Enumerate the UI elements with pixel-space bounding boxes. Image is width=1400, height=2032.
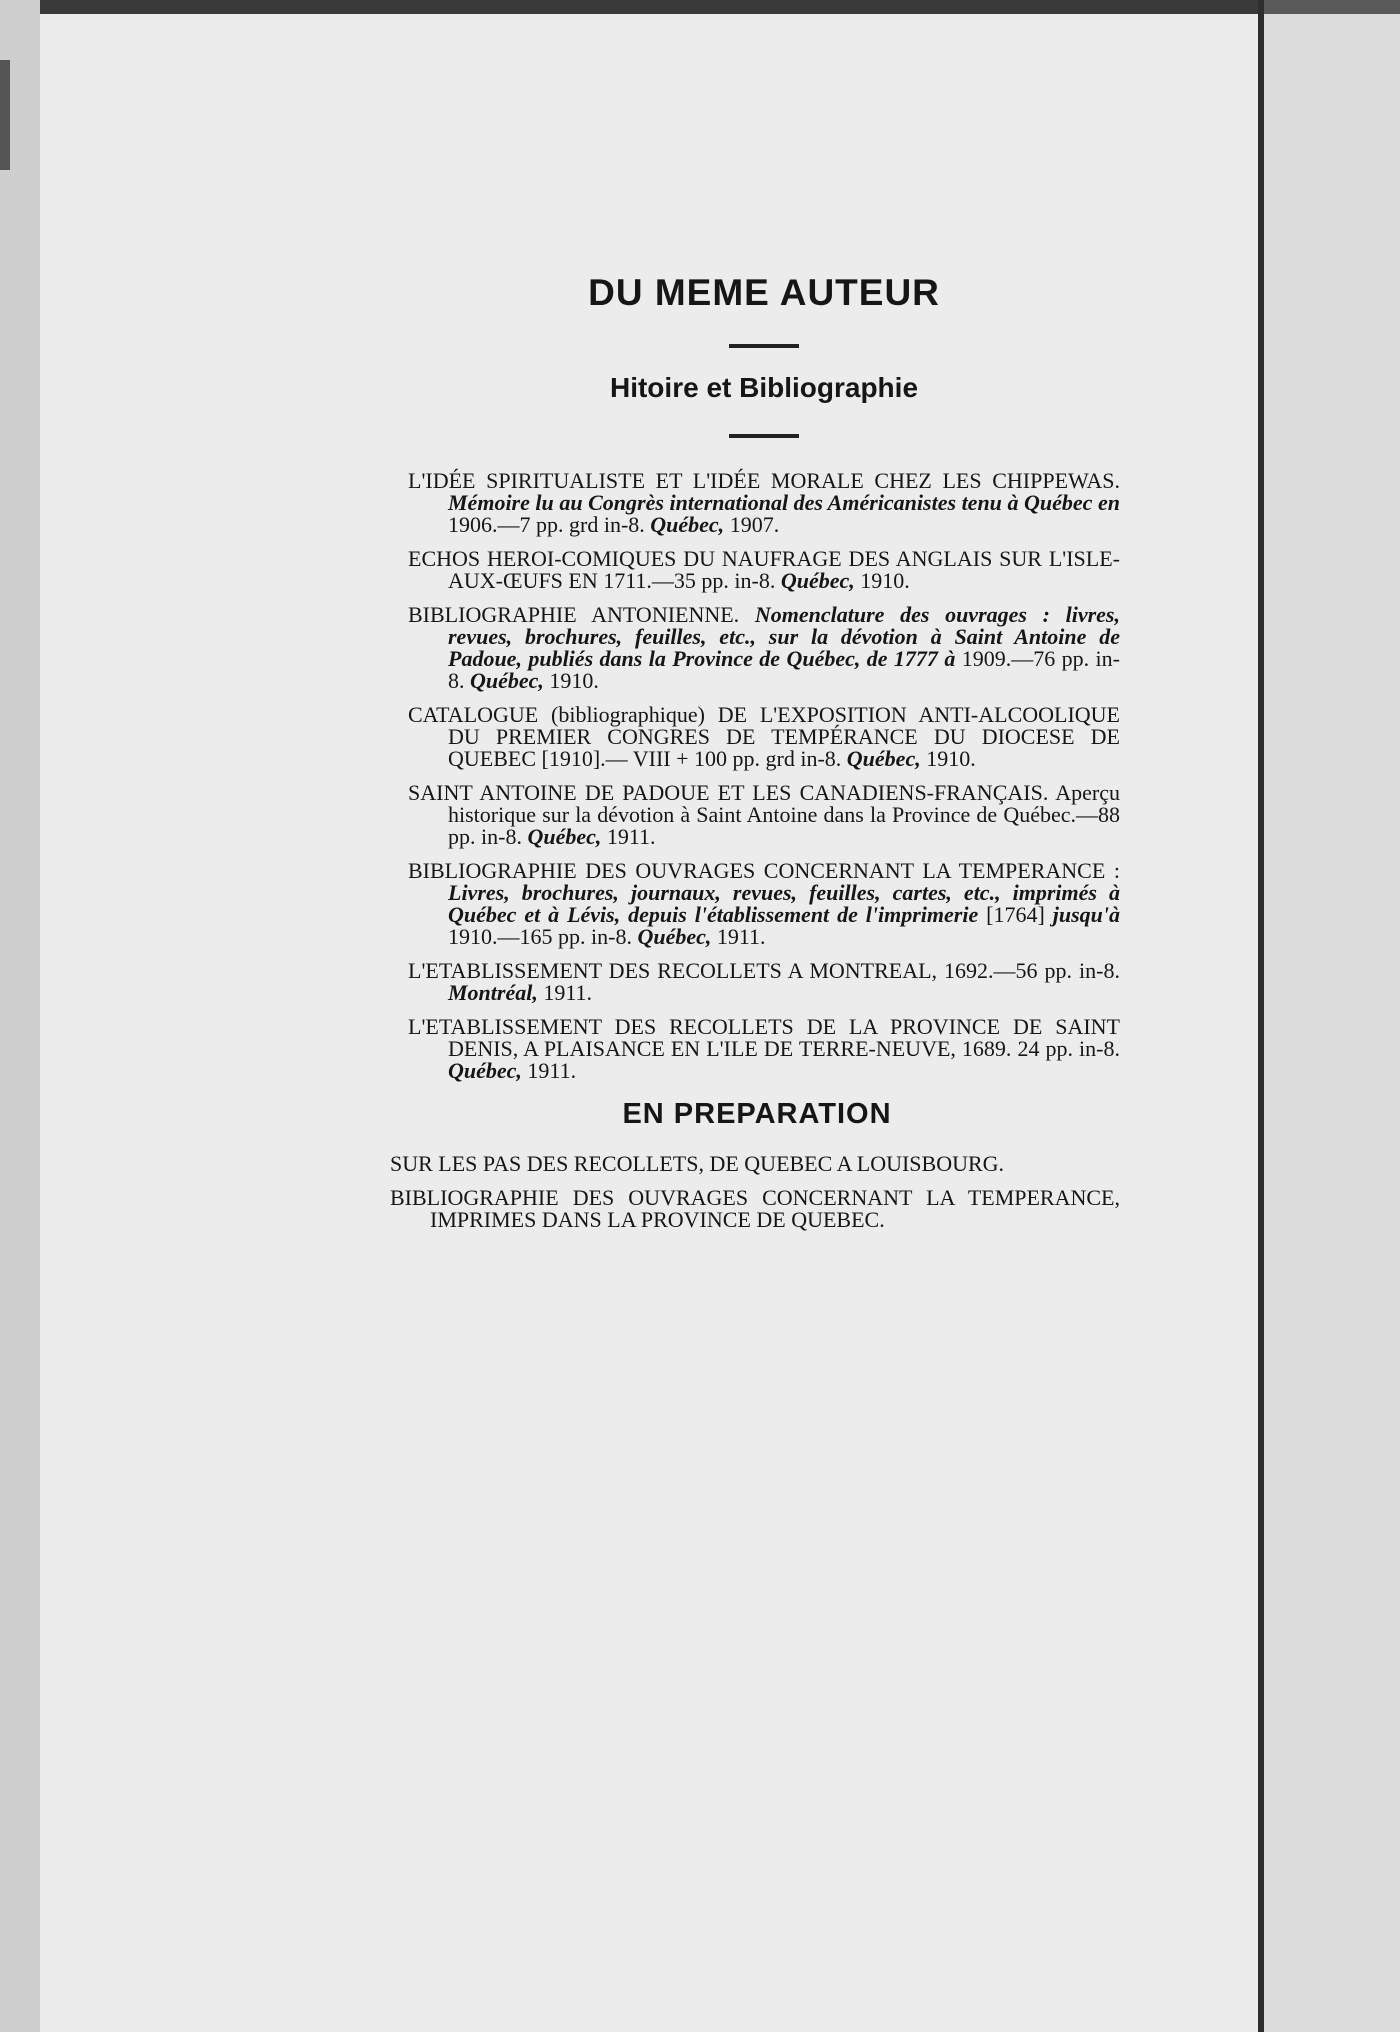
bibliography-entry: L'IDÉE SPIRITUALISTE ET L'IDÉE MORALE CHEZ LES CHIPPEWAS. Mémoire lu au Congrès international des Américanistes tenu à Québec en 1906.—7 pp. grd in-8. Québec, 1907. bbox=[408, 468, 1120, 537]
preparation-list bbox=[380, 1153, 1120, 1231]
bibliography-entry: L'ETABLISSEMENT DES RECOLLETS A MONTREAL, 1692.—56 pp. in-8. Montréal, 1911. bbox=[408, 958, 1120, 1005]
bibliography-list bbox=[380, 470, 1120, 1082]
section-title: Hitoire et Bibliographie bbox=[609, 372, 919, 403]
bibliography-entry: ECHOS HEROI-COMIQUES DU NAUFRAGE DES ANGLAIS SUR L'ISLE-AUX-ŒUFS EN 1711.—35 pp. in-8. Québec, 1910. bbox=[408, 546, 1120, 593]
section-rule bbox=[729, 434, 799, 438]
bibliography-entry: BIBLIOGRAPHIE ANTONIENNE. Nomenclature des ouvrages : livres, revues, brochures, feuilles, etc., sur la dévotion à Saint Antoine de Padoue, publiés dans la Province de Québec, de 1777 à 1909.—76 pp. in-8. Québec, 1910. bbox=[408, 602, 1120, 693]
bibliography-entry: BIBLIOGRAPHIE DES OUVRAGES CONCERNANT LA TEMPERANCE : Livres, brochures, journaux, revues, feuilles, cartes, etc., imprimés à Québec et à Lévis, depuis l'établissement de l'imprimerie [1764] jusqu'à 1910.—165 pp. in-8. Québec, 1911. bbox=[408, 858, 1121, 949]
preparation-title: EN PREPARATION bbox=[622, 1098, 892, 1130]
scan-border-top bbox=[0, 0, 1400, 14]
scan-border-top-right bbox=[1264, 0, 1400, 14]
scan-border-left bbox=[0, 0, 40, 2032]
title-rule bbox=[729, 344, 799, 348]
bibliography-entry: SAINT ANTOINE DE PADOUE ET LES CANADIENS-FRANÇAIS. Aperçu historique sur la dévotion à Saint Antoine dans la Province de Québec.—88 pp. in-8. Québec, 1911. bbox=[408, 780, 1120, 849]
facing-page-strip bbox=[1264, 0, 1400, 2032]
preparation-entry: SUR LES PAS DES RECOLLETS, DE QUEBEC A LOUISBOURG. bbox=[390, 1151, 1005, 1176]
bibliography-entry: CATALOGUE (bibliographique) DE L'EXPOSITION ANTI-ALCOOLIQUE DU PREMIER CONGRES DE TEMPÉRANCE DU DIOCESE DE QUEBEC [1910].— VIII + 100 pp. grd in-8. Québec, 1910. bbox=[408, 702, 1120, 771]
page-title: DU MEME AUTEUR bbox=[588, 272, 940, 313]
preparation-entry: BIBLIOGRAPHIE DES OUVRAGES CONCERNANT LA TEMPERANCE, IMPRIMES DANS LA PROVINCE DE QUEBEC. bbox=[390, 1185, 1120, 1232]
page-content bbox=[380, 250, 1120, 1243]
scan-edge-mark bbox=[0, 60, 10, 170]
bibliography-entry: L'ETABLISSEMENT DES RECOLLETS DE LA PROVINCE DE SAINT DENIS, A PLAISANCE EN L'ILE DE TERRE-NEUVE, 1689. 24 pp. in-8. Québec, 1911. bbox=[408, 1014, 1120, 1083]
